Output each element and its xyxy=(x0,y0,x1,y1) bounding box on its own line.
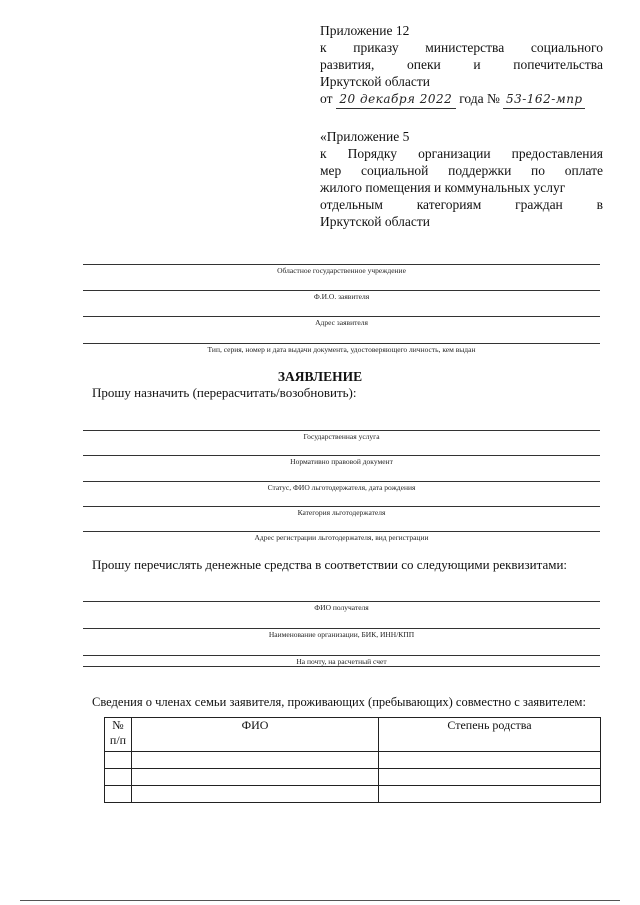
table-header-row xyxy=(105,718,601,752)
caption-legal-document: Нормативно правовой документ xyxy=(290,457,393,466)
header-appendix: Приложение 12 xyxy=(320,23,410,38)
header-number-label-2: п/п xyxy=(109,733,127,747)
word: по xyxy=(531,163,546,178)
word: и xyxy=(473,57,481,72)
header-cell-number xyxy=(105,718,132,752)
header-cell-fio xyxy=(132,718,379,752)
field-line-delivery-method[interactable] xyxy=(83,655,600,656)
word: развития, xyxy=(320,57,375,72)
header-line-2 xyxy=(320,56,603,73)
field-underline-secondary xyxy=(83,666,600,667)
word: организации xyxy=(418,146,491,161)
field-line-applicant-address[interactable] xyxy=(83,316,600,317)
field-line-beneficiary-category[interactable] xyxy=(83,506,600,507)
sub-header-line-1 xyxy=(320,145,603,162)
family-text: Сведения о членах семьи заявителя, проживающих (пребывающих) совместно с заявителем: xyxy=(92,695,586,709)
word: граждан xyxy=(515,197,563,212)
header-number-label: № xyxy=(112,718,124,732)
word: к xyxy=(320,40,327,55)
table-cell[interactable] xyxy=(379,786,601,803)
header-line-1 xyxy=(320,39,603,56)
table-row[interactable] xyxy=(105,752,601,769)
table-cell[interactable] xyxy=(105,752,132,769)
caption-delivery-method: На почту, на расчетный счет xyxy=(296,657,387,666)
transfer-text: Прошу перечислять денежные средства в соответствии со следующими реквизитами: xyxy=(92,557,568,572)
word: министерства xyxy=(425,40,505,55)
from-label: от xyxy=(320,91,333,106)
handwritten-date: 20 декабря 2022 xyxy=(336,91,456,109)
caption-recipient-name: ФИО получателя xyxy=(314,603,369,612)
word: категориям xyxy=(416,197,482,212)
page-bottom-rule xyxy=(20,900,620,901)
header-block xyxy=(320,22,603,109)
field-line-state-service[interactable] xyxy=(83,430,600,431)
handwritten-number: 53-162-мпр xyxy=(503,91,585,109)
request-text: Прошу назначить (перерасчитать/возобновить): xyxy=(92,385,357,400)
field-line-beneficiary-address[interactable] xyxy=(83,531,600,532)
caption-beneficiary-category: Категория льготодержателя xyxy=(297,508,386,517)
caption-bank-details: Наименование организации, БИК, ИНН/КПП xyxy=(268,630,415,639)
word: социальной xyxy=(361,163,429,178)
year-label: года № xyxy=(459,91,500,106)
header-line-3: Иркутской области xyxy=(320,74,431,89)
caption-id-document: Тип, серия, номер и дата выдачи документа, удостоверяющего личность, кем выдан xyxy=(207,345,476,354)
word: оплате xyxy=(564,163,603,178)
table-cell[interactable] xyxy=(379,752,601,769)
word: Порядку xyxy=(347,146,398,161)
table-row[interactable] xyxy=(105,786,601,803)
caption-state-service: Государственная услуга xyxy=(303,432,380,441)
header-relation-label: Степень родства xyxy=(447,718,532,732)
word: приказу xyxy=(353,40,399,55)
table-cell[interactable] xyxy=(105,786,132,803)
field-line-recipient-name[interactable] xyxy=(83,601,600,602)
field-line-applicant-name[interactable] xyxy=(83,290,600,291)
table-row[interactable] xyxy=(105,769,601,786)
table-cell[interactable] xyxy=(132,786,379,803)
page-title: ЗАЯВЛЕНИЕ xyxy=(277,369,363,384)
word: в xyxy=(596,197,603,212)
header-fio-label: ФИО xyxy=(241,718,269,732)
sub-header-block xyxy=(320,128,603,230)
field-line-id-document[interactable] xyxy=(83,343,600,344)
field-line-bank-details[interactable] xyxy=(83,628,600,629)
sub-header-line-4 xyxy=(320,196,603,213)
header-date-line xyxy=(320,90,603,109)
field-line-institution[interactable] xyxy=(83,264,600,265)
caption-institution: Областное государственное учреждение xyxy=(277,266,406,275)
field-line-legal-document[interactable] xyxy=(83,455,600,456)
word: социального xyxy=(530,40,603,55)
table-cell[interactable] xyxy=(132,752,379,769)
word: мер xyxy=(320,163,342,178)
table-cell[interactable] xyxy=(105,769,132,786)
header-cell-relation xyxy=(379,718,601,752)
caption-beneficiary-address: Адрес регистрации льготодержателя, вид регистрации xyxy=(254,533,429,542)
caption-applicant-name: Ф.И.О. заявителя xyxy=(313,292,370,301)
word: попечительства xyxy=(513,57,603,72)
table-cell[interactable] xyxy=(379,769,601,786)
sub-header-line-5: Иркутской области xyxy=(320,214,431,229)
word: отдельным xyxy=(320,197,383,212)
sub-header-appendix: «Приложение 5 xyxy=(320,129,410,144)
caption-applicant-address: Адрес заявителя xyxy=(315,318,368,327)
sub-header-line-3: жилого помещения и коммунальных услуг xyxy=(320,180,566,195)
sub-header-line-2 xyxy=(320,162,603,179)
field-line-beneficiary-status[interactable] xyxy=(83,481,600,482)
caption-beneficiary-status: Статус, ФИО льготодержателя, дата рождения xyxy=(267,483,416,492)
table-cell[interactable] xyxy=(132,769,379,786)
family-members-table xyxy=(104,717,601,803)
word: поддержки xyxy=(448,163,512,178)
word: предоставления xyxy=(511,146,603,161)
word: опеки xyxy=(407,57,441,72)
word: к xyxy=(320,146,327,161)
